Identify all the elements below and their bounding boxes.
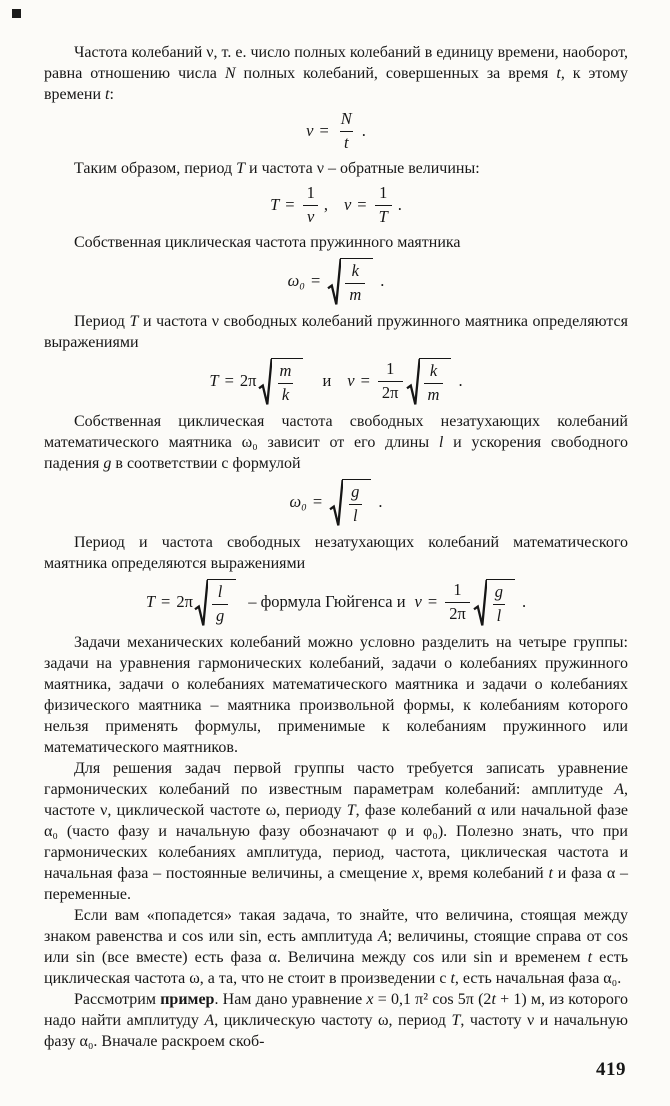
denominator: 2π xyxy=(378,381,403,403)
text-run: Задачи механических колебаний можно условно разделить на четыре группы: задачи на уравнения гармонических колебаний, задачи о колебаниях пружинного маятника, задачи о колебаниях математического маятника и задачи о колебаниях физического маятника – маятника произвольной формы, к колебаниям которого нельзя применять формулы, применимые к колебаниям пружинного или математического маятников. xyxy=(44,633,628,756)
text-run: , частоте ν, циклической частоте ω, периоду xyxy=(44,780,628,819)
text-run: A xyxy=(377,927,388,945)
numerator: g xyxy=(351,481,360,501)
paragraph-period-frequency-relation xyxy=(44,158,628,179)
math-var: ν xyxy=(414,592,422,612)
denominator: k xyxy=(278,383,293,405)
text-run: + 1) м, из которого надо найти амплитуду xyxy=(44,990,628,1029)
formula-label: – формула Гюйгенса и xyxy=(248,592,406,612)
radical-sign xyxy=(258,358,272,406)
scan-artifact xyxy=(12,9,21,18)
text-run: ; величины, стоящие справа от cos или sin (все вместе) есть фаза α. Величина между cos или sin и временем xyxy=(44,927,628,966)
text-run: есть циклическая частота ω, а та, что не стоит в произведении с xyxy=(44,948,629,987)
denominator: ν xyxy=(303,205,318,227)
text-run: и частота ν – обратные величины: xyxy=(245,159,480,177)
equals-sign: = xyxy=(311,271,321,291)
text-run: полных колебаний, совершенных за время xyxy=(235,65,557,82)
fraction xyxy=(303,184,319,227)
comma-separator: , xyxy=(323,194,328,214)
paragraph-spring-period-frequency xyxy=(44,311,628,353)
text-run: x xyxy=(366,990,374,1008)
math-var: ν xyxy=(343,194,352,214)
formula-period-frequency-relation xyxy=(44,184,628,227)
fraction xyxy=(347,483,363,526)
radicand xyxy=(340,258,373,306)
denominator: T xyxy=(375,205,392,227)
text-run: Период xyxy=(74,312,130,330)
paragraph-first-group-solution xyxy=(44,758,628,905)
denominator: l xyxy=(493,604,506,626)
numerator: m xyxy=(279,360,292,380)
fraction xyxy=(345,262,365,305)
denominator: l xyxy=(349,504,362,526)
text-run: и частота ν свободных колебаний пружинного маятника определяются выражениями xyxy=(44,312,628,351)
square-root xyxy=(406,358,452,406)
formula-math-pendulum-cyclic-frequency xyxy=(44,479,628,527)
period-mark: . xyxy=(380,271,385,291)
period-mark: . xyxy=(378,492,383,512)
math-var: ω₀ xyxy=(287,271,306,291)
equals-sign: = xyxy=(312,492,323,512)
text-run: Таким образом, период xyxy=(74,159,237,177)
fraction xyxy=(424,362,444,405)
period-mark: . xyxy=(397,194,402,214)
text-run: g xyxy=(103,454,112,472)
text-run: Для решения задач первой группы часто требуется записать уравнение гармонических колебаний по известным параметрам колебаний: амплитуде xyxy=(44,759,628,798)
denominator: m xyxy=(424,383,444,405)
numerator: 1 xyxy=(379,182,388,202)
radicand xyxy=(271,358,304,406)
formula-frequency-definition xyxy=(44,110,628,153)
math-var: ν xyxy=(347,371,355,391)
text-run: , частоту ν и начальную фазу α₀. Вначале раскроем скоб- xyxy=(44,1011,628,1050)
math-var: ω₀ xyxy=(289,492,307,512)
text-run: и фаза α – переменные. xyxy=(44,864,629,903)
paragraph-problem-groups xyxy=(44,632,628,758)
paragraph-math-pendulum-period-frequency xyxy=(44,532,628,574)
square-root xyxy=(327,258,373,306)
square-root xyxy=(194,579,236,627)
radical-sign xyxy=(327,258,341,306)
math-var: T xyxy=(209,371,219,391)
numerator: g xyxy=(494,581,504,601)
text-run: Частота колебаний ν, т. е. число полных колебаний в единицу времени, наоборот, равна отношению числа xyxy=(44,44,628,82)
fraction xyxy=(375,184,392,227)
text-run: N xyxy=(224,65,236,82)
numerator: k xyxy=(429,360,438,380)
equals-sign: = xyxy=(427,592,438,612)
radicand xyxy=(419,358,452,406)
fraction xyxy=(337,110,356,153)
radicand xyxy=(486,579,515,627)
equals-sign: = xyxy=(224,371,234,391)
equals-sign: = xyxy=(357,194,367,214)
equals-sign: = xyxy=(360,371,370,391)
coefficient: 2π xyxy=(176,592,193,612)
text-run: x xyxy=(412,864,420,882)
paragraph-math-pendulum-cyclic-frequency xyxy=(44,411,628,474)
text-run: , циклическую частоту ω, период xyxy=(214,1011,452,1029)
text-run: t xyxy=(587,948,593,966)
paragraph-example xyxy=(44,989,628,1052)
text-run: A xyxy=(204,1011,215,1029)
math-var: T xyxy=(145,592,156,612)
numerator: l xyxy=(217,581,223,601)
square-root xyxy=(258,358,304,406)
fraction xyxy=(276,362,296,405)
text-run: пример xyxy=(160,990,215,1008)
text-run: Собственная циклическая частота пружинного маятника xyxy=(74,233,461,251)
text-run: t xyxy=(105,86,110,103)
text-run: l xyxy=(438,433,444,451)
conjunction: и xyxy=(322,371,332,391)
text-run: , фазе колебаний α или начальной фазе α₀ (часто фазу и начальную фазу обозначают φ и φ₀). Полезно знать, что при гармонических колебаниях амплитуда, период, частота, циклическая частота и начальная фаза – постоянные величины, а смещение xyxy=(44,801,628,882)
denominator: g xyxy=(212,604,228,626)
text-run: T xyxy=(346,801,356,819)
period-mark: . xyxy=(458,371,463,391)
text-run: T xyxy=(451,1011,461,1029)
text-run: , время колебаний xyxy=(419,864,549,882)
period-mark: . xyxy=(361,120,366,140)
formula-spring-cyclic-frequency xyxy=(44,258,628,306)
text-run: Период и частота свободных незатухающих колебаний математического маятника определяются выражениями xyxy=(44,533,628,572)
formula-huygens xyxy=(44,579,628,627)
fraction xyxy=(491,583,507,626)
text-run: Если вам «попадется» такая задача, то знайте, что величина, стоящая между знаком равенства и cos или sin, есть амплитуда xyxy=(44,906,628,945)
formula-spring-period-frequency xyxy=(44,358,628,406)
page-number: 419 xyxy=(596,1059,626,1080)
equals-sign: = xyxy=(285,194,295,214)
radicand xyxy=(342,479,371,527)
coefficient: 2π xyxy=(239,371,257,391)
numerator: 1 xyxy=(386,359,395,379)
text-run: A xyxy=(614,780,624,798)
radical-sign xyxy=(406,358,420,406)
radical-sign xyxy=(329,479,343,527)
radicand xyxy=(207,579,236,627)
numerator: 1 xyxy=(453,580,462,600)
text-run: T xyxy=(236,159,246,177)
square-root xyxy=(329,479,371,527)
text-run: t xyxy=(491,990,496,1008)
radical-sign xyxy=(194,579,208,627)
paragraph-spring-cyclic-frequency xyxy=(44,232,628,253)
text-run: t xyxy=(450,969,455,987)
denominator: m xyxy=(345,283,365,305)
numerator: k xyxy=(351,260,359,280)
square-root xyxy=(473,579,515,627)
math-var: ν xyxy=(306,120,314,140)
text-run: = 0,1 π² cos 5π (2 xyxy=(373,990,492,1008)
numerator: 1 xyxy=(306,182,315,202)
text-run: T xyxy=(129,312,139,330)
math-var: T xyxy=(270,194,280,214)
text-run: , к этому времени xyxy=(44,65,629,103)
period-mark: . xyxy=(522,592,527,612)
text-run: t xyxy=(548,864,553,882)
text-run: и ускорения свободного падения xyxy=(44,433,628,472)
paragraph-frequency-definition xyxy=(44,42,628,105)
text-run: Собственная циклическая частота свободных незатухающих колебаний математического маятника ω₀ зависит от его длины xyxy=(44,412,628,451)
denominator: t xyxy=(340,131,353,153)
text-run: t xyxy=(556,65,561,82)
text-run: . Нам дано уравнение xyxy=(214,990,367,1008)
text-run: Рассмотрим xyxy=(74,990,161,1008)
denominator: 2π xyxy=(445,602,470,624)
fraction xyxy=(445,581,470,624)
text-run: : xyxy=(109,86,114,103)
text-run: , есть начальная фаза α₀. xyxy=(454,969,622,987)
paragraph-identify-quantities xyxy=(44,905,628,989)
text-run: в соответствии с формулой xyxy=(111,454,301,472)
equals-sign: = xyxy=(319,120,329,140)
fraction xyxy=(378,360,403,403)
numerator: N xyxy=(340,109,352,128)
radical-sign xyxy=(473,579,487,627)
equals-sign: = xyxy=(161,592,171,612)
fraction xyxy=(212,583,228,626)
